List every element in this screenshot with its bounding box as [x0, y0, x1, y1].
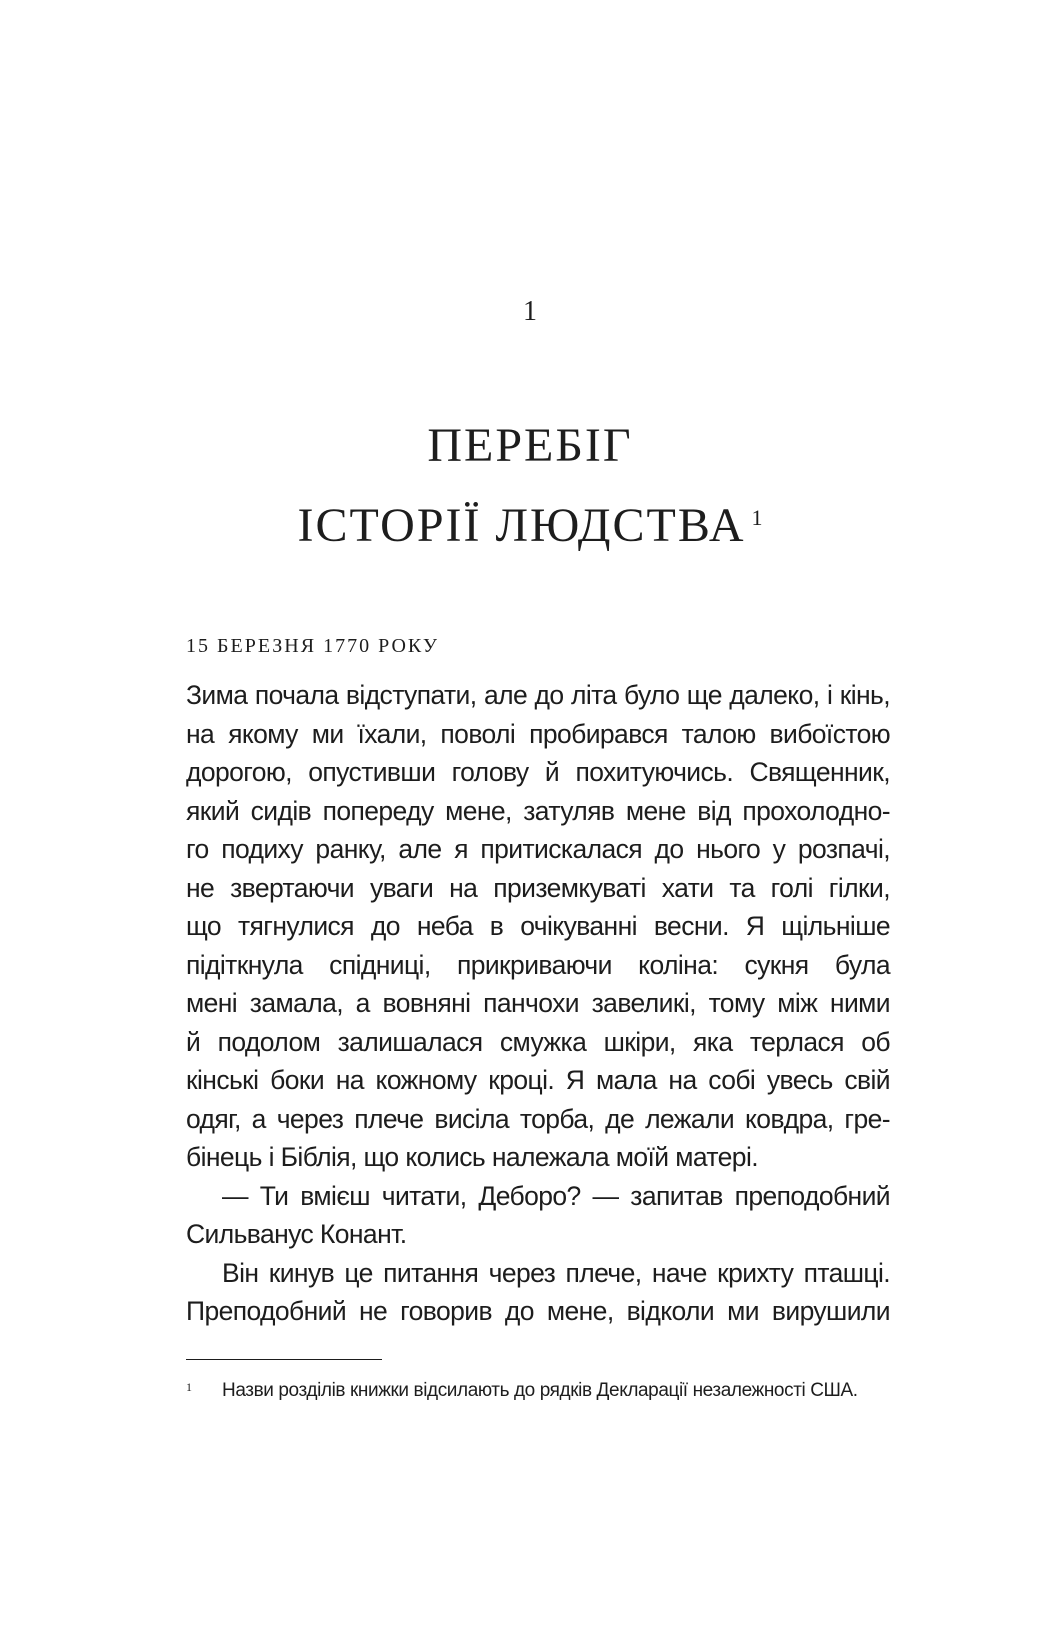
date-heading: 15 БЕРЕЗНЯ 1770 РОКУ [186, 635, 439, 657]
text-line: го подиху ранку, але я притискалася до нього у розпачі, [186, 834, 890, 864]
footnote-text: Назви розділів книжки відсилають до рядків Декларації незалежності США. [222, 1380, 858, 1401]
text-line: Сильванус Конант. [186, 1219, 407, 1249]
text-line: на якому ми їхали, поволі пробирався талою вибоїстою [186, 718, 890, 749]
text-line: Зима почала відступати, але до літа було ще далеко, і кінь, [186, 680, 890, 710]
chapter-title-line-1: ПЕРЕБІГ [427, 419, 633, 472]
footnote-reference[interactable]: 1 [751, 505, 763, 530]
text-line: кінські боки на кожному кроці. Я мала на собі увесь свій [186, 1065, 890, 1095]
text-line: підіткнула спідниці, прикриваючи коліна: сукня була [186, 949, 890, 980]
text-line: одяг, а через плече висіла торба, де лежали ковдра, гре- [186, 1103, 890, 1134]
chapter-number: 1 [523, 296, 537, 327]
text-line: який сидів попереду мене, затуляв мене від прохолодно- [186, 795, 890, 826]
text-line: бінець і Біблія, що колись належала моїй матері. [186, 1142, 758, 1172]
text-line: що тягнулися до неба в очікуванні весни. Я щільніше [186, 911, 890, 941]
footnote-divider [186, 1359, 382, 1360]
footnote [186, 1378, 906, 1404]
text-line: мені замала, а вовняні панчохи завеликі, тому між ними [186, 988, 890, 1018]
text-line: й подолом залишалася смужка шкіри, яка терлася об [186, 1026, 890, 1057]
body-text [186, 676, 890, 1331]
text-line: не звертаючи уваги на приземкуваті хати та голі гілки, [186, 872, 890, 903]
text-line: дорогою, опустивши голову й похитуючись. Священник, [186, 757, 890, 787]
chapter-title-line-2 [0, 486, 1040, 574]
chapter-title-line-2-text: ІСТОРІЇ ЛЮДСТВА [297, 499, 746, 552]
footnote-mark: 1 [186, 1380, 192, 1394]
text-line: Преподобний не говорив до мене, відколи ми вирушили [186, 1296, 890, 1326]
paragraph-start-line: Він кинув це питання через плече, наче крихту пташці. [222, 1257, 890, 1288]
chapter-title [0, 406, 1040, 574]
dialogue-line: — Ти вмієш читати, Деборо? — запитав преподобний [222, 1180, 890, 1211]
